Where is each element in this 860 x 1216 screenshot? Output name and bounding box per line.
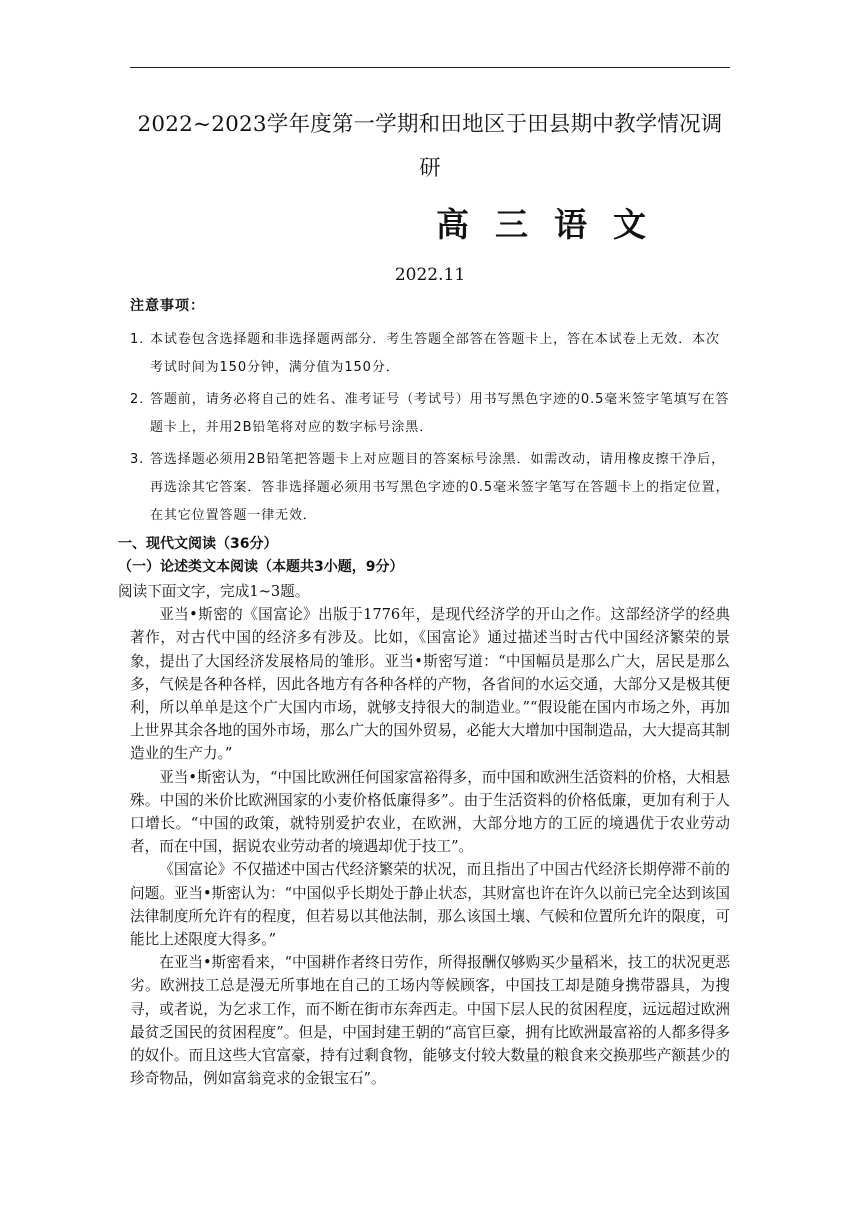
passage-paragraph: 亚当•斯密认为，“中国比欧洲任何国家富裕得多，而中国和欧洲生活资料的价格，大相悬殊。中国的米价比欧洲国家的小麦价格低廉得多”。由于生活资料的价格低廉，更加有利于人口增长。“中国的政策，就特别爱护农业，在欧洲，大部分地方的工匠的境遇优于农业劳动者，而在中国，据说农业劳动者的境遇却优于技工”。 — [130, 768, 730, 856]
exam-title: 2022~2023学年度第一学期和田地区于田县期中教学情况调研 — [137, 112, 723, 181]
notice-item — [130, 446, 732, 530]
notice-item — [130, 386, 732, 442]
subsection-heading: （一）论述类文本阅读（本题共3小题，9分） — [118, 559, 404, 575]
passage-paragraph: 在亚当•斯密看来，“中国耕作者终日劳作，所得报酬仅够购买少量稻米，技工的状况更恶劣。欧洲技工总是漫无所事地在自己的工场内等候顾客，中国技工却是随身携带器具，为搜寻，或者说，为乞求工作，而不断在街市东奔西走。中国下层人民的贫困程度，远远超过欧洲最贫乏国民的贫困程度”。但是，中国封建王朝的“高官巨豪，拥有比欧洲最富裕的人都多得多的奴仆。而且这些大官富豪，持有过剩食物，能够支付较大数量的粮食来交换那些产额甚少的珍奇物品，例如富翁竞求的金银宝石”。 — [130, 954, 730, 1088]
top-rule — [130, 67, 730, 68]
passage-paragraph: 亚当•斯密的《国富论》出版于1776年，是现代经济学的开山之作。这部经济学的经典著作，对古代中国的经济多有涉及。比如，《国富论》通过描述当时古代中国经济繁荣的景象，提出了大国经济发展格局的雏形。亚当•斯密写道：“中国幅员是那么广大，居民是那么多，气候是各种各样，因此各地方有各种各样的产物，各省间的水运交通，大部分又是极其便利，所以单单是这个广大国内市场，就够支持很大的制造业。”“假设能在国内市场之外，再加上世界其余各地的国外市场，那么广大的国外贸易，必能大大增加中国制造品，大大提高其制造业的生产力。” — [130, 606, 730, 763]
notice-item-text: 答选择题必须用2B铅笔把答题卡上对应题目的答案标号涂黑．如需改动，请用橡皮擦干净后，再选涂其它答案．答非选择题必须用书写黑色字迹的0.5毫米签字笔写在答题卡上的指定位置，在其它位置答题一律无效． — [150, 452, 730, 523]
notice-item-text: 答题前，请务必将自己的姓名、准考证号（考试号）用书写黑色字迹的0.5毫米签字笔填写在答题卡上，并用2B铅笔将对应的数字标号涂黑． — [150, 392, 730, 435]
notice-item-text: 本试卷包含选择题和非选择题两部分．考生答题全部答在答题卡上，答在本试卷上无效．本次考试时间为150分钟，满分值为150分． — [150, 332, 720, 375]
notice-list — [130, 326, 732, 534]
subject-title: 高三语文 — [436, 205, 672, 244]
notice-heading: 注意事项： — [130, 298, 205, 314]
notice-item-number: 3. — [130, 452, 145, 467]
reading-passage — [118, 580, 730, 1090]
passage-instruction: 阅读下面文字，完成1~3题。 — [118, 583, 310, 600]
section-heading: 一、现代文阅读（36分） — [118, 536, 278, 552]
passage-paragraph: 《国富论》不仅描述中国古代经济繁荣的状况，而且指出了中国古代经济长期停滞不前的问题。亚当•斯密认为：“中国似乎长期处于静止状态，其财富也许在许久以前已完全达到该国法律制度所允许有的程度，但若易以其他法制，那么该国土壤、气候和位置所允许的限度，可能比上述限度大得多。” — [130, 861, 730, 949]
notice-item-number: 1. — [130, 332, 145, 347]
notice-item-number: 2. — [130, 392, 145, 407]
exam-date: 2022.11 — [394, 265, 466, 285]
notice-item — [130, 326, 732, 382]
